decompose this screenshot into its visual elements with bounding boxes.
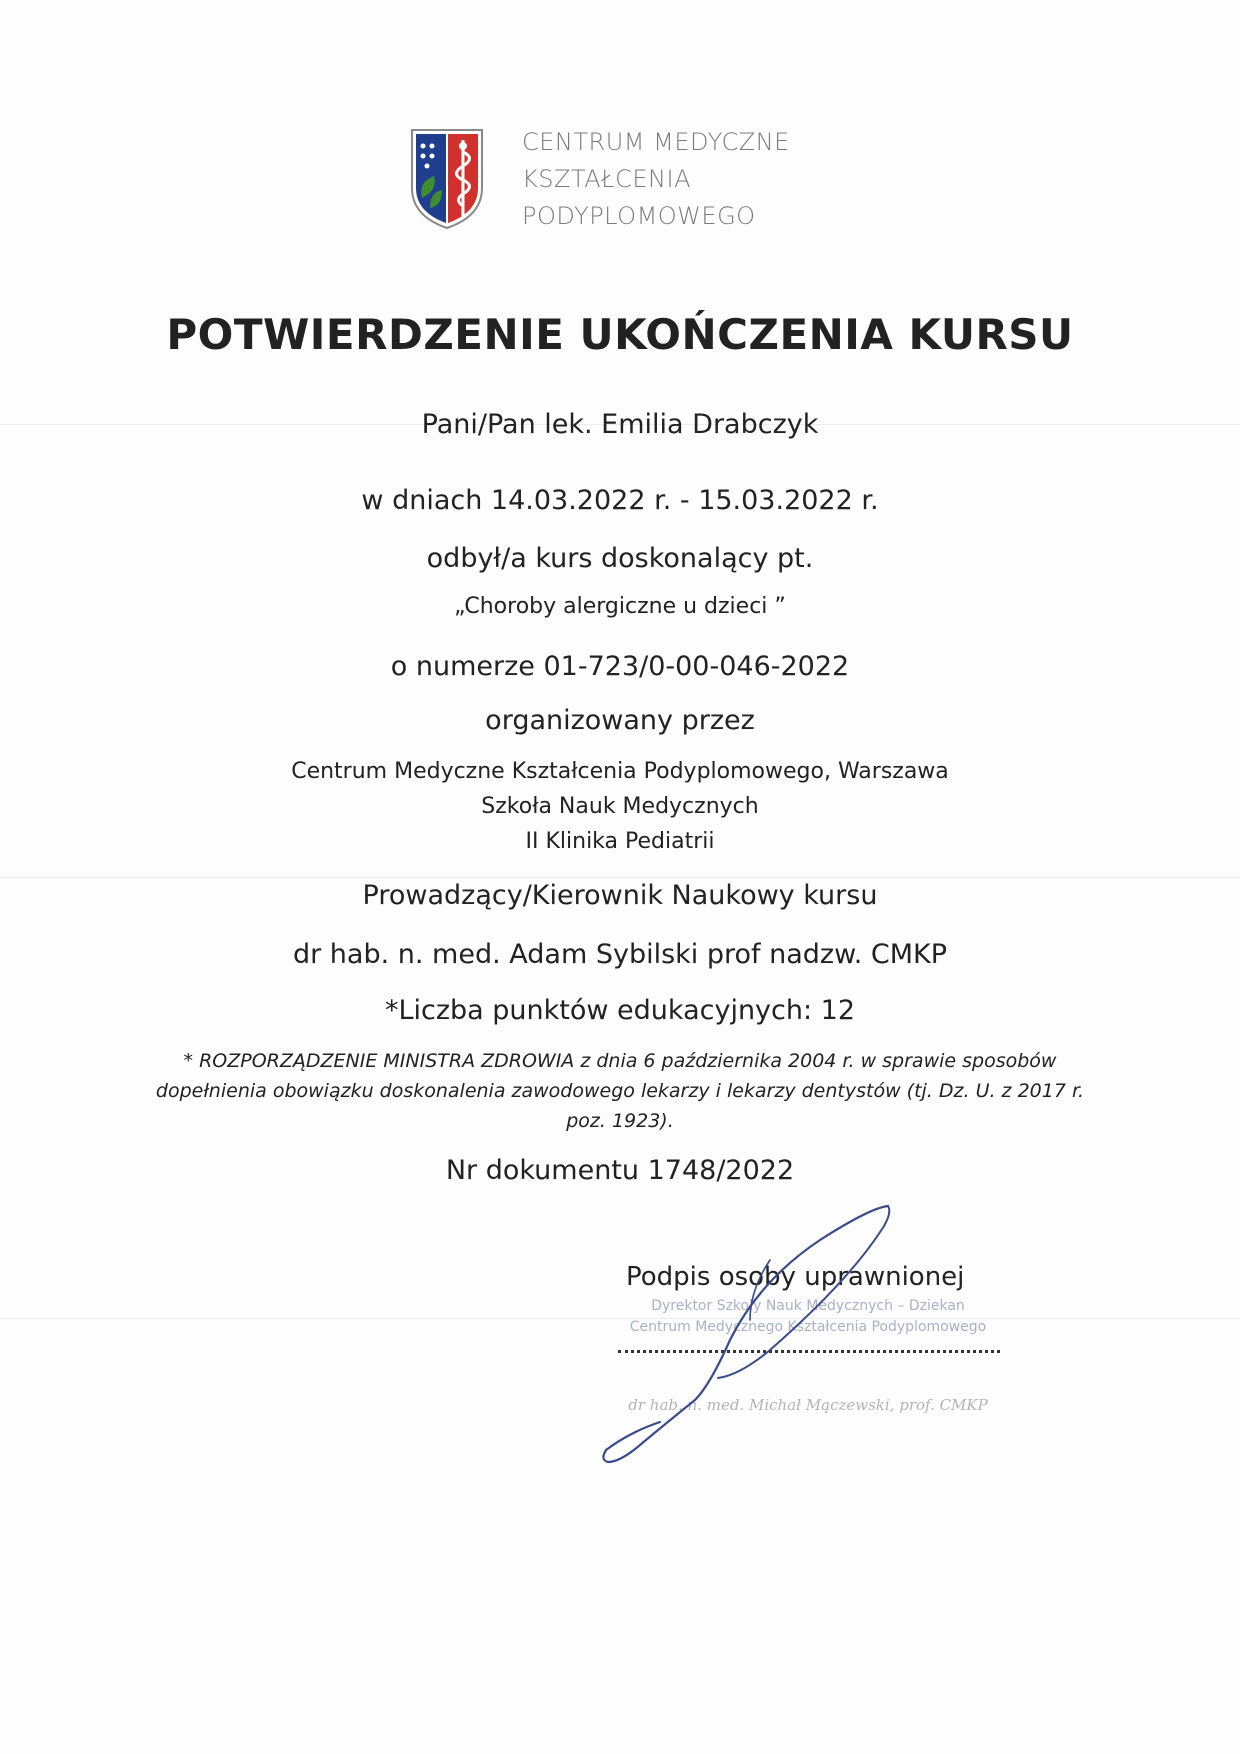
document-title: POTWIERDZENIE UKOŃCZENIA KURSU <box>166 310 1074 359</box>
stamp-name: dr hab. n. med. Michał Mączewski, prof. CMKP <box>628 1396 988 1414</box>
course-number: o numerze 01-723/0-00-046-2022 <box>390 651 850 682</box>
document-number: Nr dokumentu 1748/2022 <box>445 1155 795 1186</box>
course-name: „Choroby alergiczne u dzieci ” <box>454 594 786 619</box>
crest-caduceus-icon <box>408 126 486 230</box>
footnote-line-1: * ROZPORZĄDZENIE MINISTRA ZDROWIA z dnia 6 października 2004 r. w sprawie sposobów <box>183 1050 1057 1072</box>
footnote-line-3: poz. 1923). <box>566 1110 674 1132</box>
course-dates: w dniach 14.03.2022 r. - 15.03.2022 r. <box>361 485 879 516</box>
institution-logo <box>408 124 828 234</box>
logo-wordmark <box>522 124 790 235</box>
education-points: *Liczba punktów edukacyjnych: 12 <box>384 995 856 1026</box>
organized-by-label: organizowany przez <box>485 705 755 736</box>
legal-footnote <box>120 1046 1120 1136</box>
course-intro: odbył/a kurs doskonalący pt. <box>426 543 814 574</box>
logo-line-2: KSZTAŁCENIA <box>522 165 691 193</box>
organizer-line-2: Szkoła Nauk Medycznych <box>481 794 759 819</box>
logo-line-1: CENTRUM MEDYCZNE <box>522 128 790 156</box>
organizer-line-3: II Klinika Pediatrii <box>525 829 715 854</box>
signature-label: Podpis osoby uprawnionej <box>626 1262 965 1292</box>
recipient-name: Pani/Pan lek. Emilia Drabczyk <box>421 409 819 440</box>
handwritten-signature <box>600 1200 900 1470</box>
footnote-line-2: dopełnienia obowiązku doskonalenia zawodowego lekarzy i lekarzy dentystów (tj. Dz. U. z 2017 r. <box>155 1080 1085 1102</box>
organizer-line-1: Centrum Medyczne Kształcenia Podyplomowego, Warszawa <box>291 759 949 784</box>
leader-label: Prowadzący/Kierownik Naukowy kursu <box>362 880 878 911</box>
paper-fold-line <box>0 877 1240 878</box>
leader-name: dr hab. n. med. Adam Sybilski prof nadzw. CMKP <box>292 939 947 970</box>
logo-line-3: PODYPLOMOWEGO <box>522 202 756 230</box>
stamp-line-1: Dyrektor Szkoły Nauk Medycznych – Dziekan <box>651 1298 965 1314</box>
stamp-line-2: Centrum Medycznego Kształcenia Podyplomowego <box>629 1319 987 1335</box>
